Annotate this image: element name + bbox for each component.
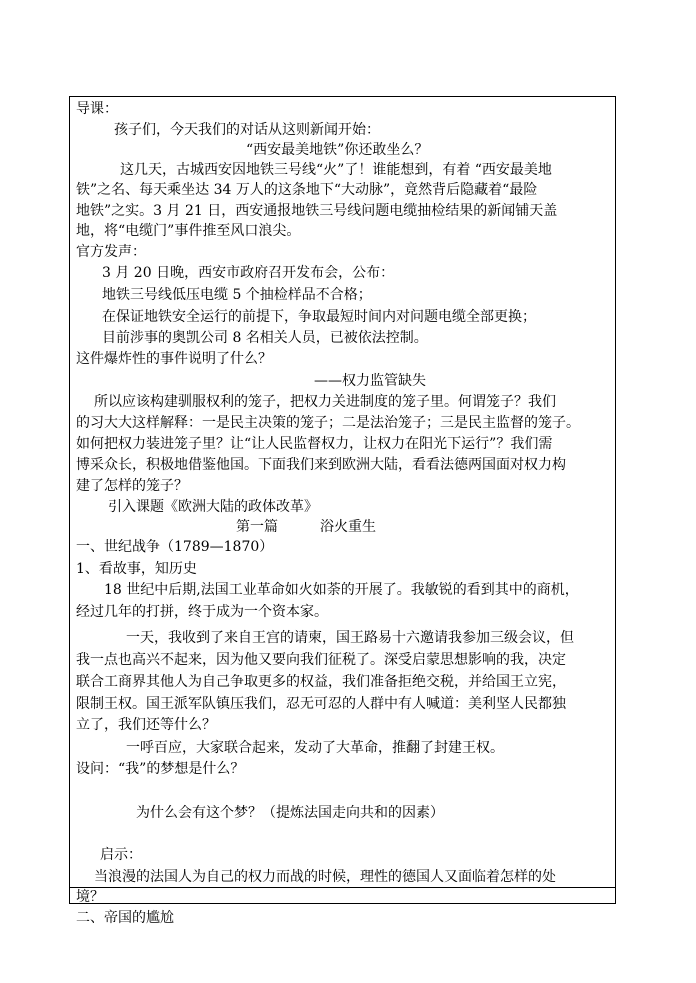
text-line-content: 所以应该构建驯服权利的笼子，把权力关进制度的笼子里。何谓笼子？我们 (94, 394, 556, 410)
text-line (70, 413, 621, 433)
text-line (70, 738, 671, 758)
text-line-content: 引入课题《欧洲大陆的政体改革》 (108, 499, 318, 515)
text-line-content: 一天，我收到了来自王宫的请柬，国王路易十六邀请我参加三级会议，但 (126, 630, 574, 646)
text-line-content: “西安最美地铁”你还敢坐么？ (246, 142, 429, 158)
text-line (70, 694, 621, 714)
text-line (70, 715, 621, 735)
text-line (70, 887, 621, 907)
text-line (70, 517, 696, 537)
text-line (70, 455, 621, 475)
text-line-content: 联合工商界其他人为自己争取更多的权益，我们准备拒绝交税，并给国王立宪， (76, 674, 566, 690)
text-line-content: 地铁”之实。3 月 21 日，西安通报地铁三号线问题电缆抽检结果的新闻铺天盖 (76, 203, 558, 219)
text-line (70, 803, 681, 823)
text-line (70, 628, 671, 648)
text-line-content: 经过几年的打拼，终于成为一个资本家。 (76, 604, 328, 620)
text-line (70, 160, 665, 180)
text-line (70, 242, 621, 262)
text-line (70, 759, 621, 779)
text-line-content: 博采众长，积极地借鉴他国。下面我们来到欧洲大陆，看看法德两国面对权力构 (76, 457, 566, 473)
text-line-content: 第一篇 浴火重生 (236, 519, 376, 535)
text-line (70, 476, 621, 496)
text-line-content: 孩子们，今天我们的对话从这则新闻开始： (114, 122, 380, 138)
text-line-content: 导课： (76, 101, 118, 117)
text-line (70, 845, 645, 865)
text-line (70, 307, 647, 327)
text-line-content: 设问：“我”的梦想是什么？ (76, 761, 245, 777)
text-line-content: 3 月 20 日晚，西安市政府召开发布会，公布： (102, 265, 395, 281)
text-line (70, 497, 653, 517)
text-line-content: 这几天，古城西安因地铁三号线“火”了！谁能想到，有着 “西安最美地 (120, 162, 552, 178)
text-line (70, 867, 639, 887)
text-line (70, 180, 621, 200)
text-line (70, 537, 621, 557)
text-line (70, 559, 621, 579)
text-line-content: 这件爆炸性的事件说明了什么？ (76, 351, 272, 367)
text-line (70, 201, 621, 221)
row-divider (70, 887, 615, 888)
text-line-content: 建了怎样的笼子？ (76, 478, 188, 494)
text-line-content: 在保证地铁安全运行的前提下，争取最短时间内对问题电缆全部更换； (102, 309, 536, 325)
text-line-content: 目前涉事的奥凯公司 8 名相关人员，已被依法控制。 (102, 330, 428, 346)
text-line (70, 99, 621, 119)
text-line-content: 境？ (76, 889, 104, 905)
text-line (70, 328, 647, 348)
text-line (70, 650, 621, 670)
text-line-content: 铁”之名、每天乘坐达 34 万人的这条地下“大动脉”，竟然背后隐藏着“最险 (76, 182, 538, 198)
text-line-content: 如何把权力装进笼子里？让“让人民监督权力，让权力在阳光下运行”？我们需 (76, 436, 553, 452)
text-line-content: 地铁三号线低压电缆 5 个抽检样品不合格； (102, 287, 372, 303)
text-line (70, 908, 621, 928)
text-line (70, 371, 696, 391)
text-line (70, 263, 647, 283)
text-line-content: 官方发声： (76, 244, 146, 260)
text-line (70, 349, 621, 369)
text-line (70, 580, 649, 600)
text-line-content: 我一点也高兴不起来，因为他又要向我们征税了。深受启蒙思想影响的我，决定 (76, 652, 566, 668)
text-line-content: 的习大大这样解释：一是民主决策的笼子；二是法治笼子；三是民主监督的笼子。 (76, 415, 580, 431)
text-line (70, 434, 621, 454)
text-line-content: 立了，我们还等什么？ (76, 717, 216, 733)
text-line-content: 18 世纪中后期,法国工业革命如火如荼的开展了。我敏锐的看到其中的商机， (104, 582, 579, 598)
text-line-content: ——权力监管缺失 (314, 373, 426, 389)
lesson-table (69, 96, 616, 926)
text-line-content: 一、世纪战争（1789—1870） (76, 539, 274, 555)
text-line-content: 1、看故事，知历史 (76, 561, 197, 577)
text-line (70, 140, 696, 160)
text-line-content: 当浪漫的法国人为自己的权力而战的时候，理性的德国人又面临着怎样的处 (94, 869, 556, 885)
text-line (70, 392, 639, 412)
text-line (70, 285, 647, 305)
text-line (70, 120, 659, 140)
text-line-content: 限制王权。国王派军队镇压我们，忍无可忍的人群中有人喊道：美利坚人民都独 (76, 696, 566, 712)
text-line-content: 地，将“电缆门”事件推至风口浪尖。 (76, 223, 301, 239)
text-line (70, 221, 621, 241)
text-line (70, 602, 621, 622)
text-line-content: 一呼百应，大家联合起来，发动了大革命，推翻了封建王权。 (126, 740, 504, 756)
text-line-content: 为什么会有这个梦？（提炼法国走向共和的因素） (136, 805, 444, 821)
text-line-content: 二、帝国的尴尬 (76, 910, 174, 926)
text-line (70, 672, 621, 692)
text-line-content: 启示： (100, 847, 142, 863)
